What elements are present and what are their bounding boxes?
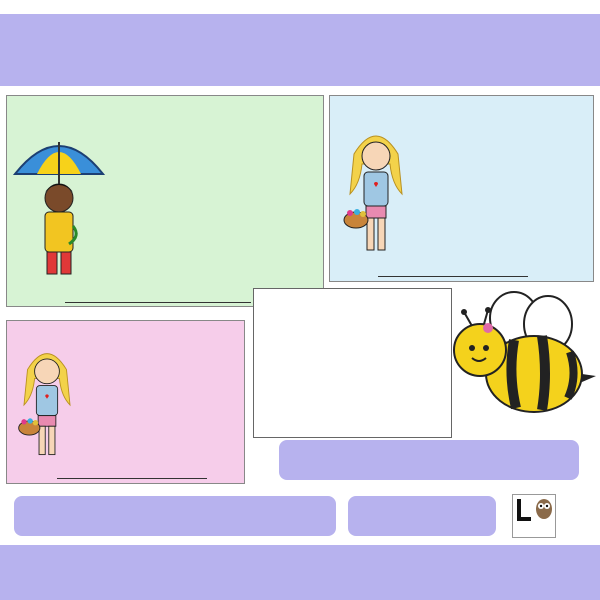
bottom-banner <box>0 545 600 600</box>
card-mix-tajenka-line <box>378 276 528 277</box>
card-vf <box>6 95 324 307</box>
girl-basket-illustration <box>336 124 416 264</box>
bee-illustration <box>452 290 598 430</box>
card-zs-tajenka-line <box>57 478 207 479</box>
cb-varianta-pill <box>14 496 336 536</box>
card-mix <box>329 95 594 282</box>
title-banner <box>0 14 600 86</box>
owl-icon <box>535 497 553 519</box>
girl-basket-illustration <box>11 343 83 467</box>
kontrolni-karta <box>253 288 452 438</box>
card-vf-tajenka-line <box>65 302 251 303</box>
ucitelka-logo <box>512 494 556 538</box>
snadna-kontrola-pill <box>279 440 579 480</box>
card-zs <box>6 320 245 484</box>
karet-pill <box>348 496 496 536</box>
boy-umbrella-illustration <box>11 126 107 296</box>
logo-letter-l <box>517 499 531 521</box>
